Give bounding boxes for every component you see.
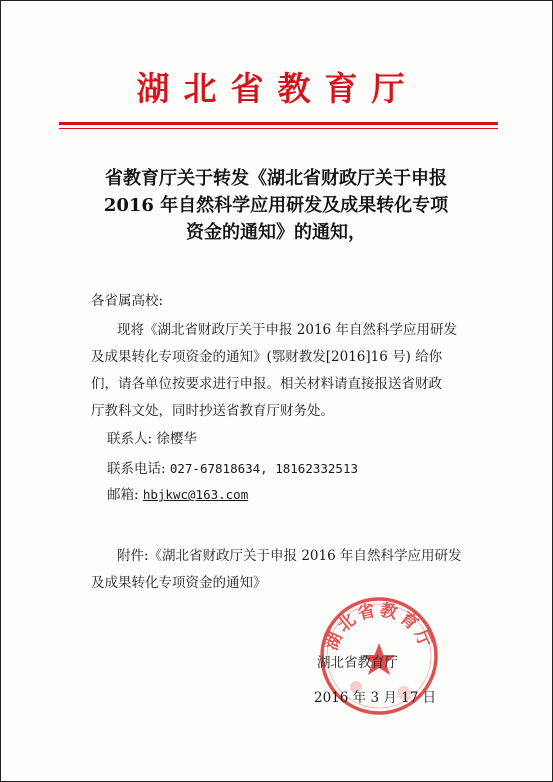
- attachment-line-2: 及成果转化专项资金的通知》: [91, 575, 267, 591]
- attachment-line-1: 附件:《湖北省财政厅关于申报 2016 年自然科学应用研发: [117, 548, 462, 564]
- attachment-note: [91, 543, 491, 597]
- contact-email-label: 邮箱:: [107, 487, 139, 503]
- salutation: 各省属高校:: [91, 293, 164, 309]
- body-line-3: 们，请各单位按要求进行申报。相关材料请直接报送省财政: [91, 376, 442, 392]
- body-line-4: 厅教科文处，同时抄送省教育厅财务处。: [91, 403, 334, 419]
- contact-person-label: 联系人:: [107, 431, 153, 447]
- letterhead-title: 湖北省教育厅: [136, 69, 419, 108]
- document-title: [61, 165, 491, 246]
- letterhead-rule-thick: [59, 122, 498, 125]
- title-line-2: 2016 年自然科学应用研发及成果转化专项: [103, 195, 449, 216]
- contact-phone-label: 联系电话:: [107, 461, 166, 477]
- title-line-1: 省教育厅关于转发《湖北省财政厅关于申报: [105, 168, 447, 189]
- contact-email-value[interactable]: hbjkwc@163.com: [142, 487, 249, 502]
- contact-phone-value: 027-67818634, 18162332513: [169, 461, 359, 476]
- letterhead-rule-thin: [59, 128, 498, 129]
- body-line-1: 现将《湖北省财政厅关于申报 2016 年自然科学应用研发: [117, 322, 457, 338]
- contact-person-name: 徐樱华: [156, 431, 197, 447]
- contact-phone: [107, 457, 358, 477]
- title-line-3: 资金的通知》的通知，: [186, 222, 366, 243]
- contact-person: [107, 427, 197, 447]
- body-paragraph: [91, 317, 471, 425]
- signature-org: 湖北省教育厅: [317, 655, 398, 671]
- signature-date: 2016 年 3 月 17 日: [314, 690, 437, 706]
- contact-email: [107, 483, 248, 503]
- body-line-2: 及成果转化专项资金的通知》(鄂财教发[2016]16 号) 给你: [91, 349, 443, 365]
- seal-org-arc: 湖北省教育厅: [321, 600, 437, 654]
